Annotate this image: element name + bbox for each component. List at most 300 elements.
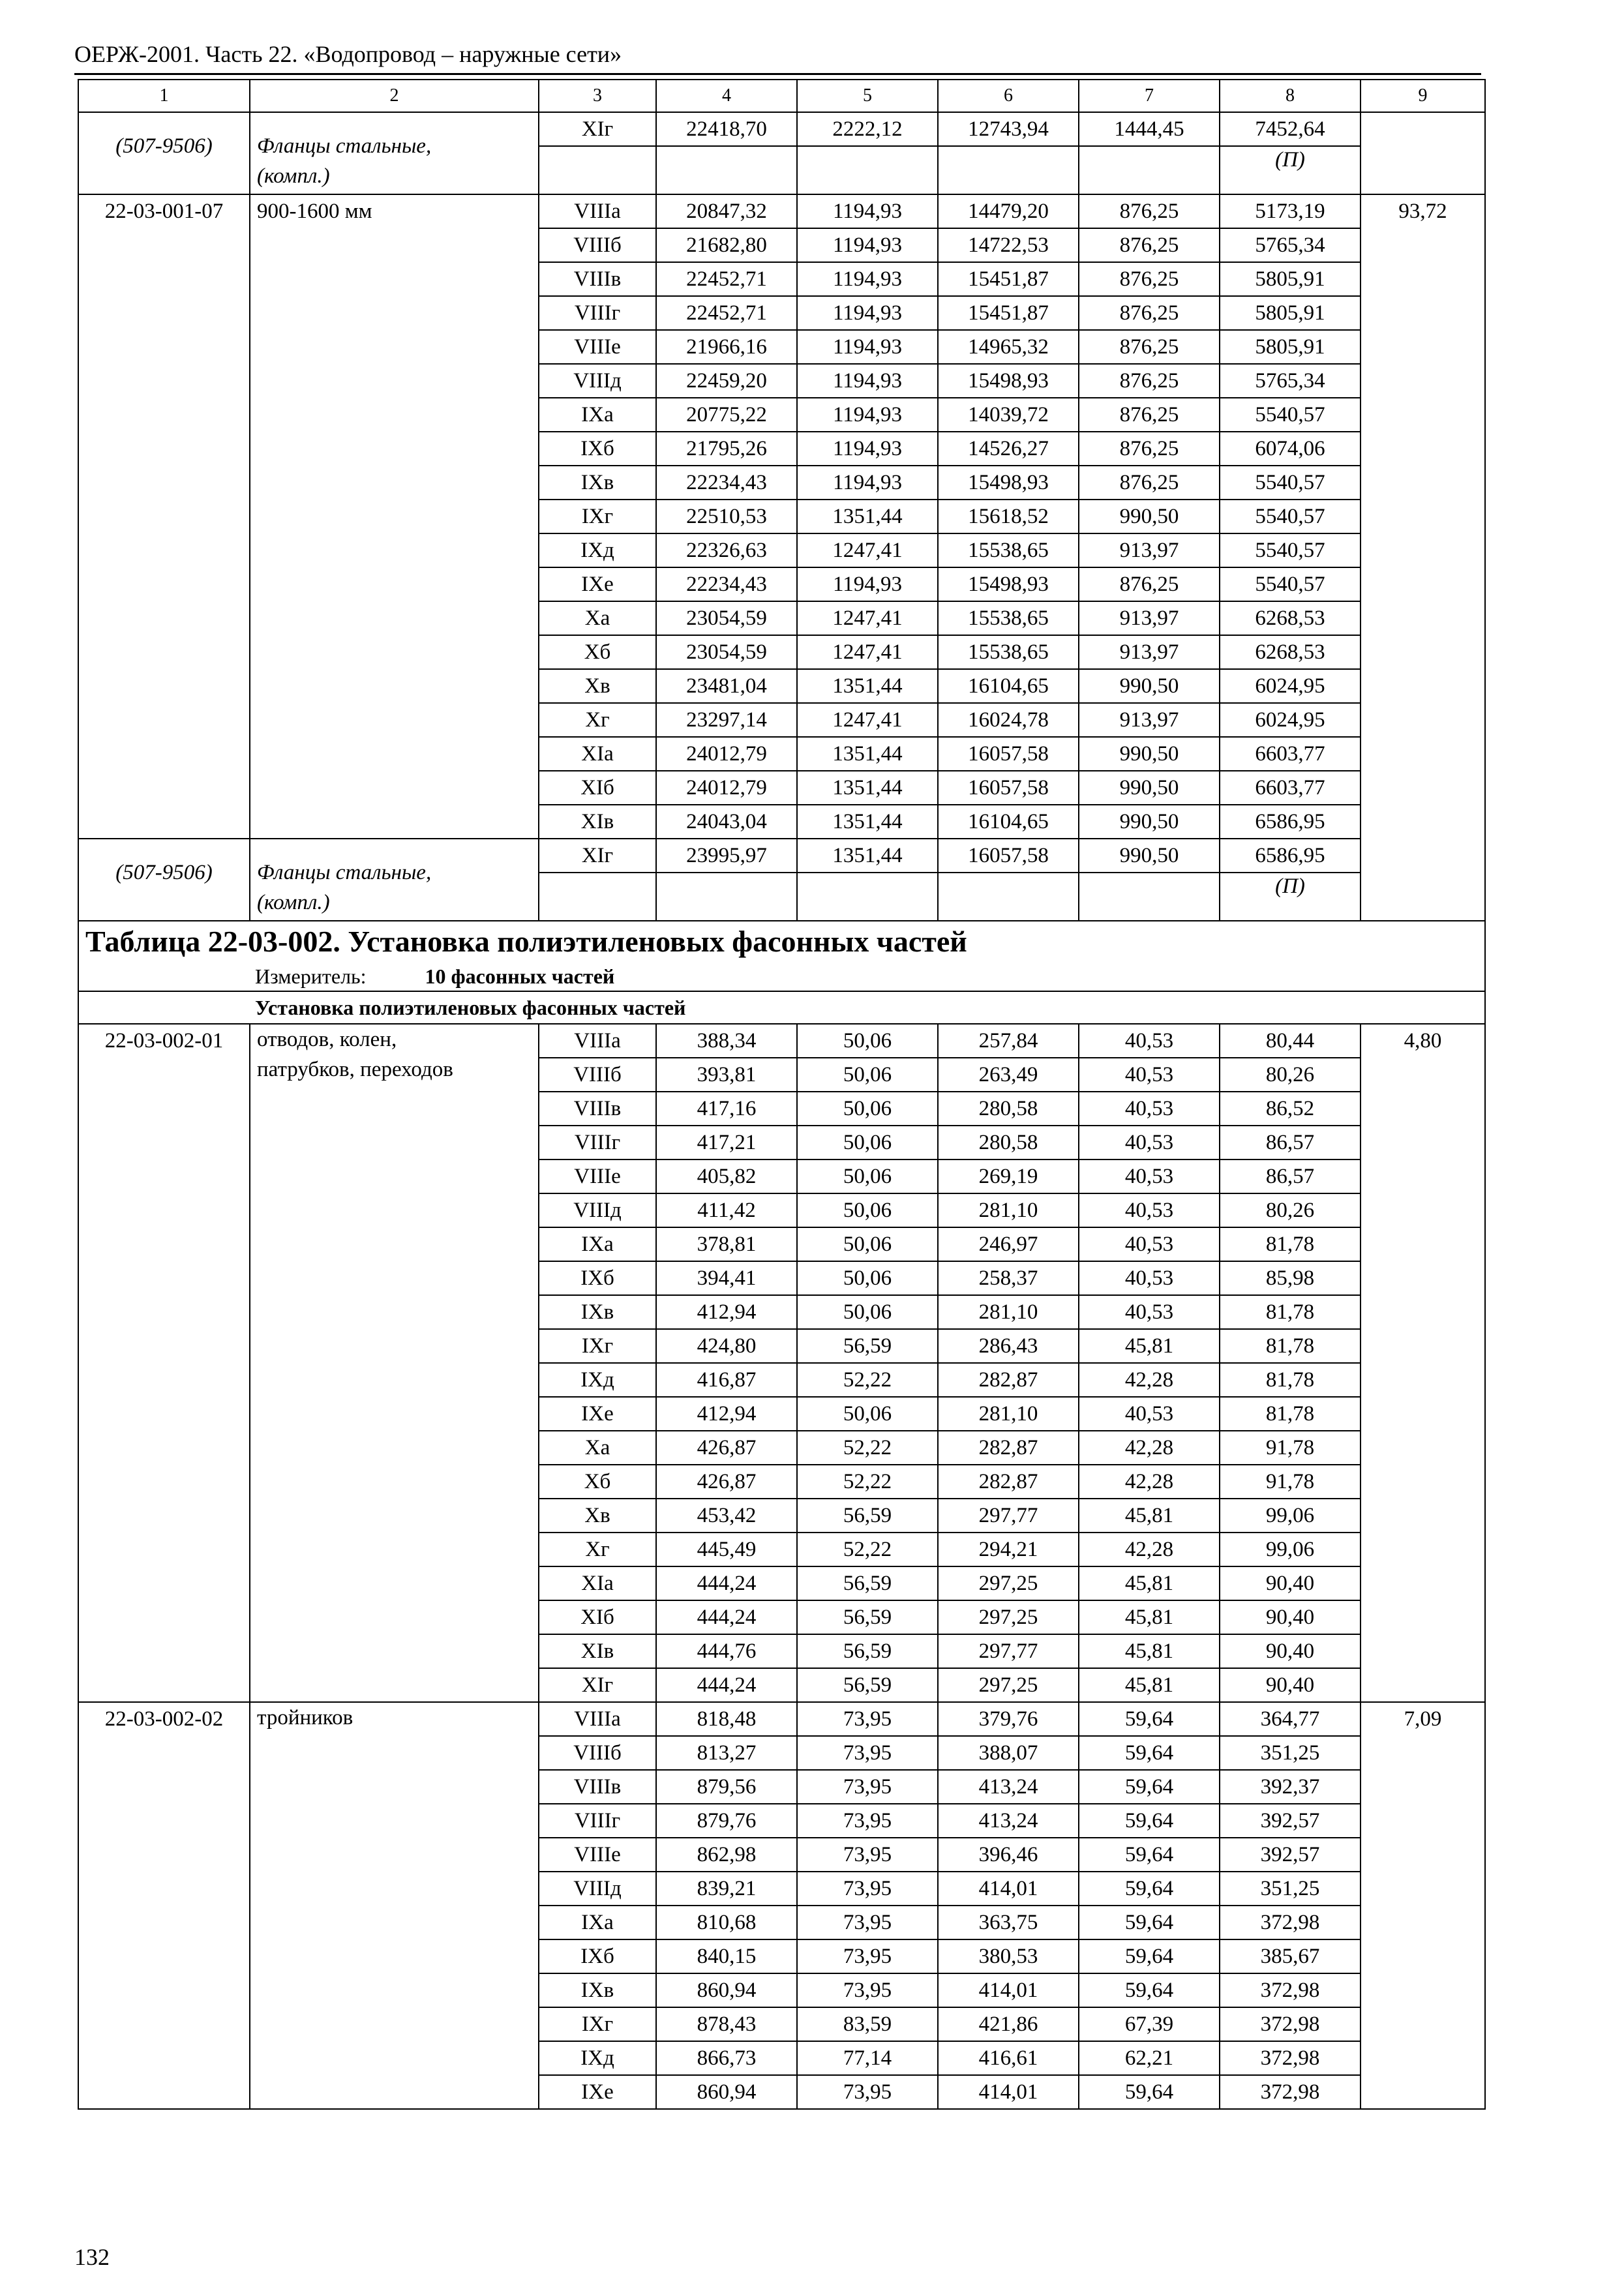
zone-cell: XIа — [539, 1566, 656, 1600]
zone-cell: Xа — [539, 601, 656, 635]
value-cell: 56,59 — [797, 1600, 938, 1634]
value-cell: 417,21 — [656, 1126, 797, 1159]
value-cell: 50,06 — [797, 1227, 938, 1261]
value-cell: 81,78 — [1220, 1397, 1361, 1431]
value-cell: 59,64 — [1079, 1872, 1220, 1906]
value-cell: 860,94 — [656, 1973, 797, 2007]
value-cell: 1194,93 — [797, 262, 938, 296]
value-cell: 394,41 — [656, 1261, 797, 1295]
resource-code: (507-9506) — [78, 839, 250, 921]
value-cell: 372,98 — [1220, 2007, 1361, 2041]
value-cell: 412,94 — [656, 1295, 797, 1329]
value-cell: 77,14 — [797, 2041, 938, 2075]
value-cell: 1194,93 — [797, 466, 938, 500]
value-cell: 99,06 — [1220, 1499, 1361, 1533]
value-cell: 1247,41 — [797, 703, 938, 737]
value-cell: 56,59 — [797, 1499, 938, 1533]
value-cell: 40,53 — [1079, 1397, 1220, 1431]
value-cell — [1361, 112, 1485, 194]
value-cell: 1351,44 — [797, 669, 938, 703]
value-cell: 879,76 — [656, 1804, 797, 1838]
value-cell: 83,59 — [797, 2007, 938, 2041]
resource-note: (П) — [1220, 873, 1361, 921]
value-cell: 23297,14 — [656, 703, 797, 737]
value-cell: 990,50 — [1079, 839, 1220, 873]
zone-cell: XIг — [539, 839, 656, 873]
value-cell: 23481,04 — [656, 669, 797, 703]
value-cell: 405,82 — [656, 1159, 797, 1193]
header-rule — [74, 73, 1481, 75]
value-cell: 42,28 — [1079, 1465, 1220, 1499]
value-cell: 6603,77 — [1220, 737, 1361, 771]
value-cell: 876,25 — [1079, 364, 1220, 398]
name-line: Фланцы стальные, — [257, 861, 432, 884]
value-cell: 56,59 — [797, 1668, 938, 1702]
value-cell: 6603,77 — [1220, 771, 1361, 805]
value-cell: 15451,87 — [938, 296, 1079, 330]
column-number: 6 — [938, 80, 1079, 112]
value-cell: 59,64 — [1079, 1939, 1220, 1973]
value-cell: 6268,53 — [1220, 601, 1361, 635]
value-cell: 282,87 — [938, 1465, 1079, 1499]
value-cell: 5173,19 — [1220, 194, 1361, 228]
column-number: 9 — [1361, 80, 1485, 112]
value-cell: 810,68 — [656, 1906, 797, 1939]
value-cell: 372,98 — [1220, 1906, 1361, 1939]
value-cell: 813,27 — [656, 1736, 797, 1770]
value-cell: 269,19 — [938, 1159, 1079, 1193]
value-cell: 878,43 — [656, 2007, 797, 2041]
value-cell: 14039,72 — [938, 398, 1079, 432]
value-cell: 414,01 — [938, 1872, 1079, 1906]
value-cell: 62,21 — [1079, 2041, 1220, 2075]
value-cell: 426,87 — [656, 1431, 797, 1465]
zone-cell: XIб — [539, 1600, 656, 1634]
value-cell: 56,59 — [797, 1329, 938, 1363]
zone-cell: IXе — [539, 1397, 656, 1431]
value-cell — [797, 873, 938, 921]
value-cell: 1444,45 — [1079, 112, 1220, 146]
value-cell: 416,87 — [656, 1363, 797, 1397]
value-cell: 913,97 — [1079, 533, 1220, 567]
zone-cell: XIв — [539, 1634, 656, 1668]
value-cell: 52,22 — [797, 1533, 938, 1566]
value-cell: 839,21 — [656, 1872, 797, 1906]
value-cell: 282,87 — [938, 1363, 1079, 1397]
zone-cell: VIIIе — [539, 1159, 656, 1193]
value-cell: 281,10 — [938, 1397, 1079, 1431]
value-cell: 90,40 — [1220, 1566, 1361, 1600]
value-cell: 818,48 — [656, 1702, 797, 1736]
value-cell: 50,06 — [797, 1193, 938, 1227]
zone-cell: VIIIа — [539, 1702, 656, 1736]
value-cell: 297,25 — [938, 1668, 1079, 1702]
zone-cell: IXа — [539, 1906, 656, 1939]
value-cell: 52,22 — [797, 1465, 938, 1499]
zone-cell: VIIIв — [539, 1770, 656, 1804]
value-cell: 73,95 — [797, 1872, 938, 1906]
value-cell: 50,06 — [797, 1058, 938, 1092]
value-cell: 258,37 — [938, 1261, 1079, 1295]
value-cell: 22510,53 — [656, 500, 797, 533]
value-cell: 50,06 — [797, 1092, 938, 1126]
value-cell: 363,75 — [938, 1906, 1079, 1939]
zone-cell: IXа — [539, 398, 656, 432]
table-row — [78, 839, 1485, 873]
value-cell: 5765,34 — [1220, 228, 1361, 262]
value-cell: 990,50 — [1079, 669, 1220, 703]
zone-cell: XIг — [539, 112, 656, 146]
value-cell: 73,95 — [797, 1906, 938, 1939]
value-cell: 1351,44 — [797, 805, 938, 839]
zone-cell: VIIIе — [539, 330, 656, 364]
value-cell: 20775,22 — [656, 398, 797, 432]
value-cell: 5540,57 — [1220, 533, 1361, 567]
value-cell: 297,77 — [938, 1499, 1079, 1533]
value-cell: 1351,44 — [797, 839, 938, 873]
zone-cell: VIIIг — [539, 296, 656, 330]
value-cell: 67,39 — [1079, 2007, 1220, 2041]
value-cell: 80,44 — [1220, 1024, 1361, 1058]
value-cell: 426,87 — [656, 1465, 797, 1499]
zone-cell: Xв — [539, 669, 656, 703]
value-cell: 24043,04 — [656, 805, 797, 839]
value-cell: 16057,58 — [938, 771, 1079, 805]
value-cell: 14479,20 — [938, 194, 1079, 228]
value-cell: 297,25 — [938, 1600, 1079, 1634]
column-number-row — [78, 80, 1485, 112]
value-cell: 50,06 — [797, 1024, 938, 1058]
value-cell: 99,06 — [1220, 1533, 1361, 1566]
value-cell: 876,25 — [1079, 296, 1220, 330]
value-cell: 45,81 — [1079, 1499, 1220, 1533]
value-cell: 24012,79 — [656, 737, 797, 771]
value-cell: 6024,95 — [1220, 669, 1361, 703]
zone-cell: VIIIа — [539, 1024, 656, 1058]
value-cell: 23995,97 — [656, 839, 797, 873]
value-cell: 73,95 — [797, 2075, 938, 2109]
value-cell: 90,40 — [1220, 1600, 1361, 1634]
zone-cell: IXб — [539, 1939, 656, 1973]
value-cell: 1194,93 — [797, 330, 938, 364]
value-cell: 90,40 — [1220, 1634, 1361, 1668]
value-cell: 444,24 — [656, 1566, 797, 1600]
value-cell: 85,98 — [1220, 1261, 1361, 1295]
value-cell: 5540,57 — [1220, 398, 1361, 432]
column-number: 7 — [1079, 80, 1220, 112]
value-cell: 42,28 — [1079, 1533, 1220, 1566]
value-cell — [656, 146, 797, 194]
value-cell: 280,58 — [938, 1092, 1079, 1126]
zone-cell: VIIIб — [539, 1736, 656, 1770]
value-cell: 40,53 — [1079, 1058, 1220, 1092]
rate-name — [250, 1702, 539, 2109]
value-cell: 388,34 — [656, 1024, 797, 1058]
zone-cell: IXе — [539, 2075, 656, 2109]
value-cell: 280,58 — [938, 1126, 1079, 1159]
value-cell: 1247,41 — [797, 533, 938, 567]
value-cell: 372,98 — [1220, 1973, 1361, 2007]
value-cell: 40,53 — [1079, 1024, 1220, 1058]
value-cell: 90,40 — [1220, 1668, 1361, 1702]
column-number: 1 — [78, 80, 250, 112]
value-cell: 866,73 — [656, 2041, 797, 2075]
zone-cell: VIIIб — [539, 1058, 656, 1092]
value-cell: 16104,65 — [938, 805, 1079, 839]
rate-code: 22-03-002-01 — [78, 1024, 250, 1702]
value-cell: 56,59 — [797, 1566, 938, 1600]
value-cell: 40,53 — [1079, 1193, 1220, 1227]
zone-cell: IXв — [539, 466, 656, 500]
table-title: Таблица 22-03-002. Установка полиэтиленовых фасонных частей — [85, 925, 967, 958]
table-title-row — [78, 921, 1485, 991]
zone-cell: Xб — [539, 635, 656, 669]
value-cell: 1194,93 — [797, 567, 938, 601]
column-number: 8 — [1220, 80, 1361, 112]
value-cell: 6268,53 — [1220, 635, 1361, 669]
value-cell: 876,25 — [1079, 228, 1220, 262]
name-line: (компл.) — [257, 891, 330, 914]
value-cell: 59,64 — [1079, 1736, 1220, 1770]
zone-cell — [539, 873, 656, 921]
value-cell: 22452,71 — [656, 262, 797, 296]
unit-label: Измеритель: — [255, 965, 367, 988]
value-cell: 15498,93 — [938, 466, 1079, 500]
value-cell: 73,95 — [797, 1973, 938, 2007]
value-cell: 990,50 — [1079, 805, 1220, 839]
zone-cell: VIIIд — [539, 364, 656, 398]
value-cell: 45,81 — [1079, 1668, 1220, 1702]
value-cell: 50,06 — [797, 1159, 938, 1193]
value-cell — [797, 146, 938, 194]
zone-cell: IXг — [539, 2007, 656, 2041]
value-cell: 86,57 — [1220, 1159, 1361, 1193]
value-cell: 40,53 — [1079, 1092, 1220, 1126]
value-cell: 12743,94 — [938, 112, 1079, 146]
value-cell: 73,95 — [797, 1804, 938, 1838]
value-cell: 5540,57 — [1220, 500, 1361, 533]
zone-cell: IXд — [539, 2041, 656, 2075]
value-cell: 59,64 — [1079, 1906, 1220, 1939]
value-cell: 6074,06 — [1220, 432, 1361, 466]
value-cell: 879,56 — [656, 1770, 797, 1804]
value-cell: 22418,70 — [656, 112, 797, 146]
value-cell: 40,53 — [1079, 1295, 1220, 1329]
zone-cell: IXв — [539, 1973, 656, 2007]
value-cell: 45,81 — [1079, 1634, 1220, 1668]
value-cell: 73,95 — [797, 1702, 938, 1736]
unit-line — [85, 962, 1478, 991]
value-cell: 380,53 — [938, 1939, 1079, 1973]
value-cell: 22452,71 — [656, 296, 797, 330]
value-cell: 52,22 — [797, 1363, 938, 1397]
value-cell: 379,76 — [938, 1702, 1079, 1736]
resource-code: (507-9506) — [78, 112, 250, 194]
value-cell: 14722,53 — [938, 228, 1079, 262]
value-cell: 16057,58 — [938, 737, 1079, 771]
zone-cell: IXг — [539, 1329, 656, 1363]
value-cell: 860,94 — [656, 2075, 797, 2109]
value-cell: 80,26 — [1220, 1193, 1361, 1227]
value-cell: 351,25 — [1220, 1872, 1361, 1906]
zone-cell: XIб — [539, 771, 656, 805]
value-cell: 990,50 — [1079, 737, 1220, 771]
value-cell: 23054,59 — [656, 635, 797, 669]
zone-cell: XIа — [539, 737, 656, 771]
labor-cost-cell: 7,09 — [1361, 1702, 1485, 2109]
value-cell: 5540,57 — [1220, 466, 1361, 500]
value-cell — [1079, 873, 1220, 921]
value-cell: 351,25 — [1220, 1736, 1361, 1770]
value-cell: 22234,43 — [656, 466, 797, 500]
value-cell: 1194,93 — [797, 398, 938, 432]
value-cell: 421,86 — [938, 2007, 1079, 2041]
value-cell: 6024,95 — [1220, 703, 1361, 737]
value-cell: 263,49 — [938, 1058, 1079, 1092]
value-cell: 414,01 — [938, 1973, 1079, 2007]
value-cell: 21682,80 — [656, 228, 797, 262]
value-cell: 1351,44 — [797, 500, 938, 533]
value-cell: 876,25 — [1079, 330, 1220, 364]
rate-code: 22-03-001-07 — [78, 194, 250, 839]
value-cell: 385,67 — [1220, 1939, 1361, 1973]
zone-cell: Xб — [539, 1465, 656, 1499]
value-cell: 86,52 — [1220, 1092, 1361, 1126]
value-cell: 16024,78 — [938, 703, 1079, 737]
value-cell: 2222,12 — [797, 112, 938, 146]
zone-cell: VIIIв — [539, 262, 656, 296]
value-cell: 392,57 — [1220, 1804, 1361, 1838]
value-cell: 862,98 — [656, 1838, 797, 1872]
zone-cell: XIг — [539, 1668, 656, 1702]
value-cell: 392,37 — [1220, 1770, 1361, 1804]
value-cell: 281,10 — [938, 1295, 1079, 1329]
value-cell: 24012,79 — [656, 771, 797, 805]
value-cell: 5765,34 — [1220, 364, 1361, 398]
value-cell: 913,97 — [1079, 601, 1220, 635]
value-cell: 876,25 — [1079, 194, 1220, 228]
resource-note: (П) — [1220, 146, 1361, 194]
zone-cell: IXе — [539, 567, 656, 601]
resource-name — [250, 839, 539, 921]
value-cell: 392,57 — [1220, 1838, 1361, 1872]
rate-code: 22-03-002-02 — [78, 1702, 250, 2109]
value-cell: 21795,26 — [656, 432, 797, 466]
value-cell: 81,78 — [1220, 1329, 1361, 1363]
value-cell: 840,15 — [656, 1939, 797, 1973]
value-cell: 411,42 — [656, 1193, 797, 1227]
table-row — [78, 194, 1485, 228]
value-cell: 1194,93 — [797, 228, 938, 262]
zone-cell: Xа — [539, 1431, 656, 1465]
value-cell: 413,24 — [938, 1770, 1079, 1804]
zone-cell: IXа — [539, 1227, 656, 1261]
value-cell: 73,95 — [797, 1939, 938, 1973]
value-cell: 1194,93 — [797, 194, 938, 228]
value-cell: 416,61 — [938, 2041, 1079, 2075]
value-cell: 913,97 — [1079, 703, 1220, 737]
value-cell: 6586,95 — [1220, 805, 1361, 839]
name-line: тройников — [257, 1706, 353, 1729]
section-title: Установка полиэтиленовых фасонных частей — [78, 991, 1485, 1024]
value-cell: 876,25 — [1079, 466, 1220, 500]
value-cell: 14965,32 — [938, 330, 1079, 364]
zone-cell: VIIIа — [539, 194, 656, 228]
value-cell: 15538,65 — [938, 635, 1079, 669]
zone-cell: IXв — [539, 1295, 656, 1329]
value-cell: 73,95 — [797, 1770, 938, 1804]
value-cell: 59,64 — [1079, 1770, 1220, 1804]
value-cell: 5805,91 — [1220, 296, 1361, 330]
value-cell: 412,94 — [656, 1397, 797, 1431]
zone-cell: VIIIд — [539, 1872, 656, 1906]
value-cell: 1247,41 — [797, 635, 938, 669]
value-cell: 281,10 — [938, 1193, 1079, 1227]
value-cell: 59,64 — [1079, 1804, 1220, 1838]
value-cell: 286,43 — [938, 1329, 1079, 1363]
zone-cell: IXб — [539, 432, 656, 466]
value-cell: 876,25 — [1079, 432, 1220, 466]
value-cell — [1079, 146, 1220, 194]
value-cell — [656, 873, 797, 921]
zone-cell: IXд — [539, 1363, 656, 1397]
table-row — [78, 1024, 1485, 1058]
value-cell: 417,16 — [656, 1092, 797, 1126]
value-cell: 91,78 — [1220, 1465, 1361, 1499]
value-cell: 1351,44 — [797, 737, 938, 771]
value-cell: 1247,41 — [797, 601, 938, 635]
value-cell: 22326,63 — [656, 533, 797, 567]
value-cell: 444,24 — [656, 1600, 797, 1634]
value-cell: 5805,91 — [1220, 262, 1361, 296]
value-cell: 15498,93 — [938, 364, 1079, 398]
value-cell: 16104,65 — [938, 669, 1079, 703]
value-cell: 80,26 — [1220, 1058, 1361, 1092]
value-cell: 990,50 — [1079, 771, 1220, 805]
value-cell: 1194,93 — [797, 432, 938, 466]
unit-value: 10 фасонных частей — [425, 965, 615, 988]
value-cell: 81,78 — [1220, 1363, 1361, 1397]
table-row — [78, 112, 1485, 146]
value-cell: 413,24 — [938, 1804, 1079, 1838]
value-cell — [938, 873, 1079, 921]
column-number: 2 — [250, 80, 539, 112]
value-cell: 59,64 — [1079, 1702, 1220, 1736]
value-cell: 372,98 — [1220, 2041, 1361, 2075]
value-cell: 50,06 — [797, 1126, 938, 1159]
value-cell: 297,25 — [938, 1566, 1079, 1600]
value-cell — [938, 146, 1079, 194]
table-title-cell — [78, 921, 1485, 991]
value-cell: 23054,59 — [656, 601, 797, 635]
rate-name: 900-1600 мм — [250, 194, 539, 839]
zone-cell — [539, 146, 656, 194]
value-cell: 20847,32 — [656, 194, 797, 228]
value-cell: 257,84 — [938, 1024, 1079, 1058]
value-cell: 444,24 — [656, 1668, 797, 1702]
value-cell: 81,78 — [1220, 1227, 1361, 1261]
zone-cell: VIIIе — [539, 1838, 656, 1872]
page-header: ОЕРЖ-2001. Часть 22. «Водопровод – наружные сети» — [74, 41, 622, 67]
column-number: 3 — [539, 80, 656, 112]
name-line: патрубков, переходов — [257, 1058, 453, 1081]
name-line: отводов, колен, — [257, 1028, 397, 1051]
value-cell: 86,57 — [1220, 1126, 1361, 1159]
column-number: 5 — [797, 80, 938, 112]
value-cell: 990,50 — [1079, 500, 1220, 533]
value-cell: 40,53 — [1079, 1261, 1220, 1295]
value-cell: 73,95 — [797, 1736, 938, 1770]
